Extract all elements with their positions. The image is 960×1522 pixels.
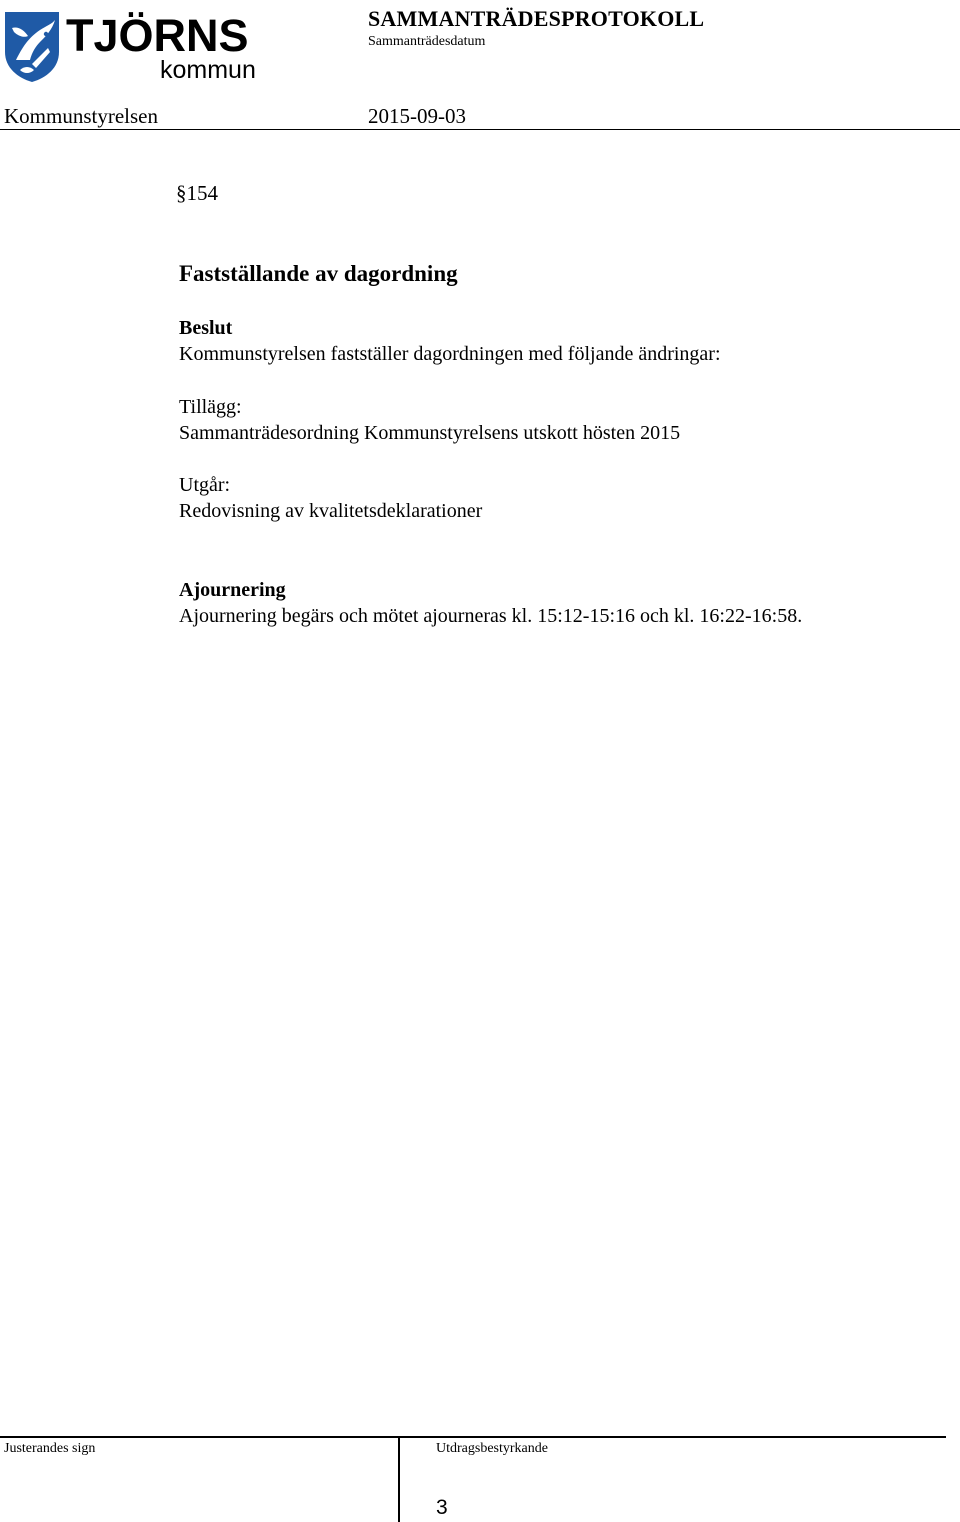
addition-label: Tillägg: xyxy=(179,396,242,418)
logo-wordmark: TJÖRNS xyxy=(66,10,249,61)
coat-of-arms-icon xyxy=(2,8,264,84)
footer-divider xyxy=(0,1436,946,1438)
protocol-subtitle: Sammanträdesdatum xyxy=(368,34,486,49)
meeting-date: 2015-09-03 xyxy=(368,104,466,128)
section-heading: Fastställande av dagordning xyxy=(179,261,458,286)
section-number: §154 xyxy=(176,181,218,205)
page-number: 3 xyxy=(436,1496,448,1519)
protocol-title: SAMMANTRÄDESPROTOKOLL xyxy=(368,6,705,31)
adjournment-text: Ajournering begärs och mötet ajourneras kl. 15:12-15:16 och kl. 16:22-16:58. xyxy=(179,605,803,627)
footer-column-divider xyxy=(398,1437,400,1522)
removal-text: Redovisning av kvalitetsdeklarationer xyxy=(179,500,483,522)
decision-text: Kommunstyrelsen fastställer dagordningen med följande ändringar: xyxy=(179,343,721,365)
addition-text: Sammanträdesordning Kommunstyrelsens utskott hösten 2015 xyxy=(179,422,681,444)
municipality-logo xyxy=(2,8,264,84)
certification-label: Utdragsbestyrkande xyxy=(436,1441,548,1456)
logo-subword: kommun xyxy=(160,56,256,84)
signer-label: Justerandes sign xyxy=(4,1441,96,1456)
removal-label: Utgår: xyxy=(179,474,231,496)
adjournment-label: Ajournering xyxy=(179,579,286,601)
organization-name: Kommunstyrelsen xyxy=(4,104,158,128)
decision-label: Beslut xyxy=(179,317,233,339)
header-divider xyxy=(0,129,960,130)
